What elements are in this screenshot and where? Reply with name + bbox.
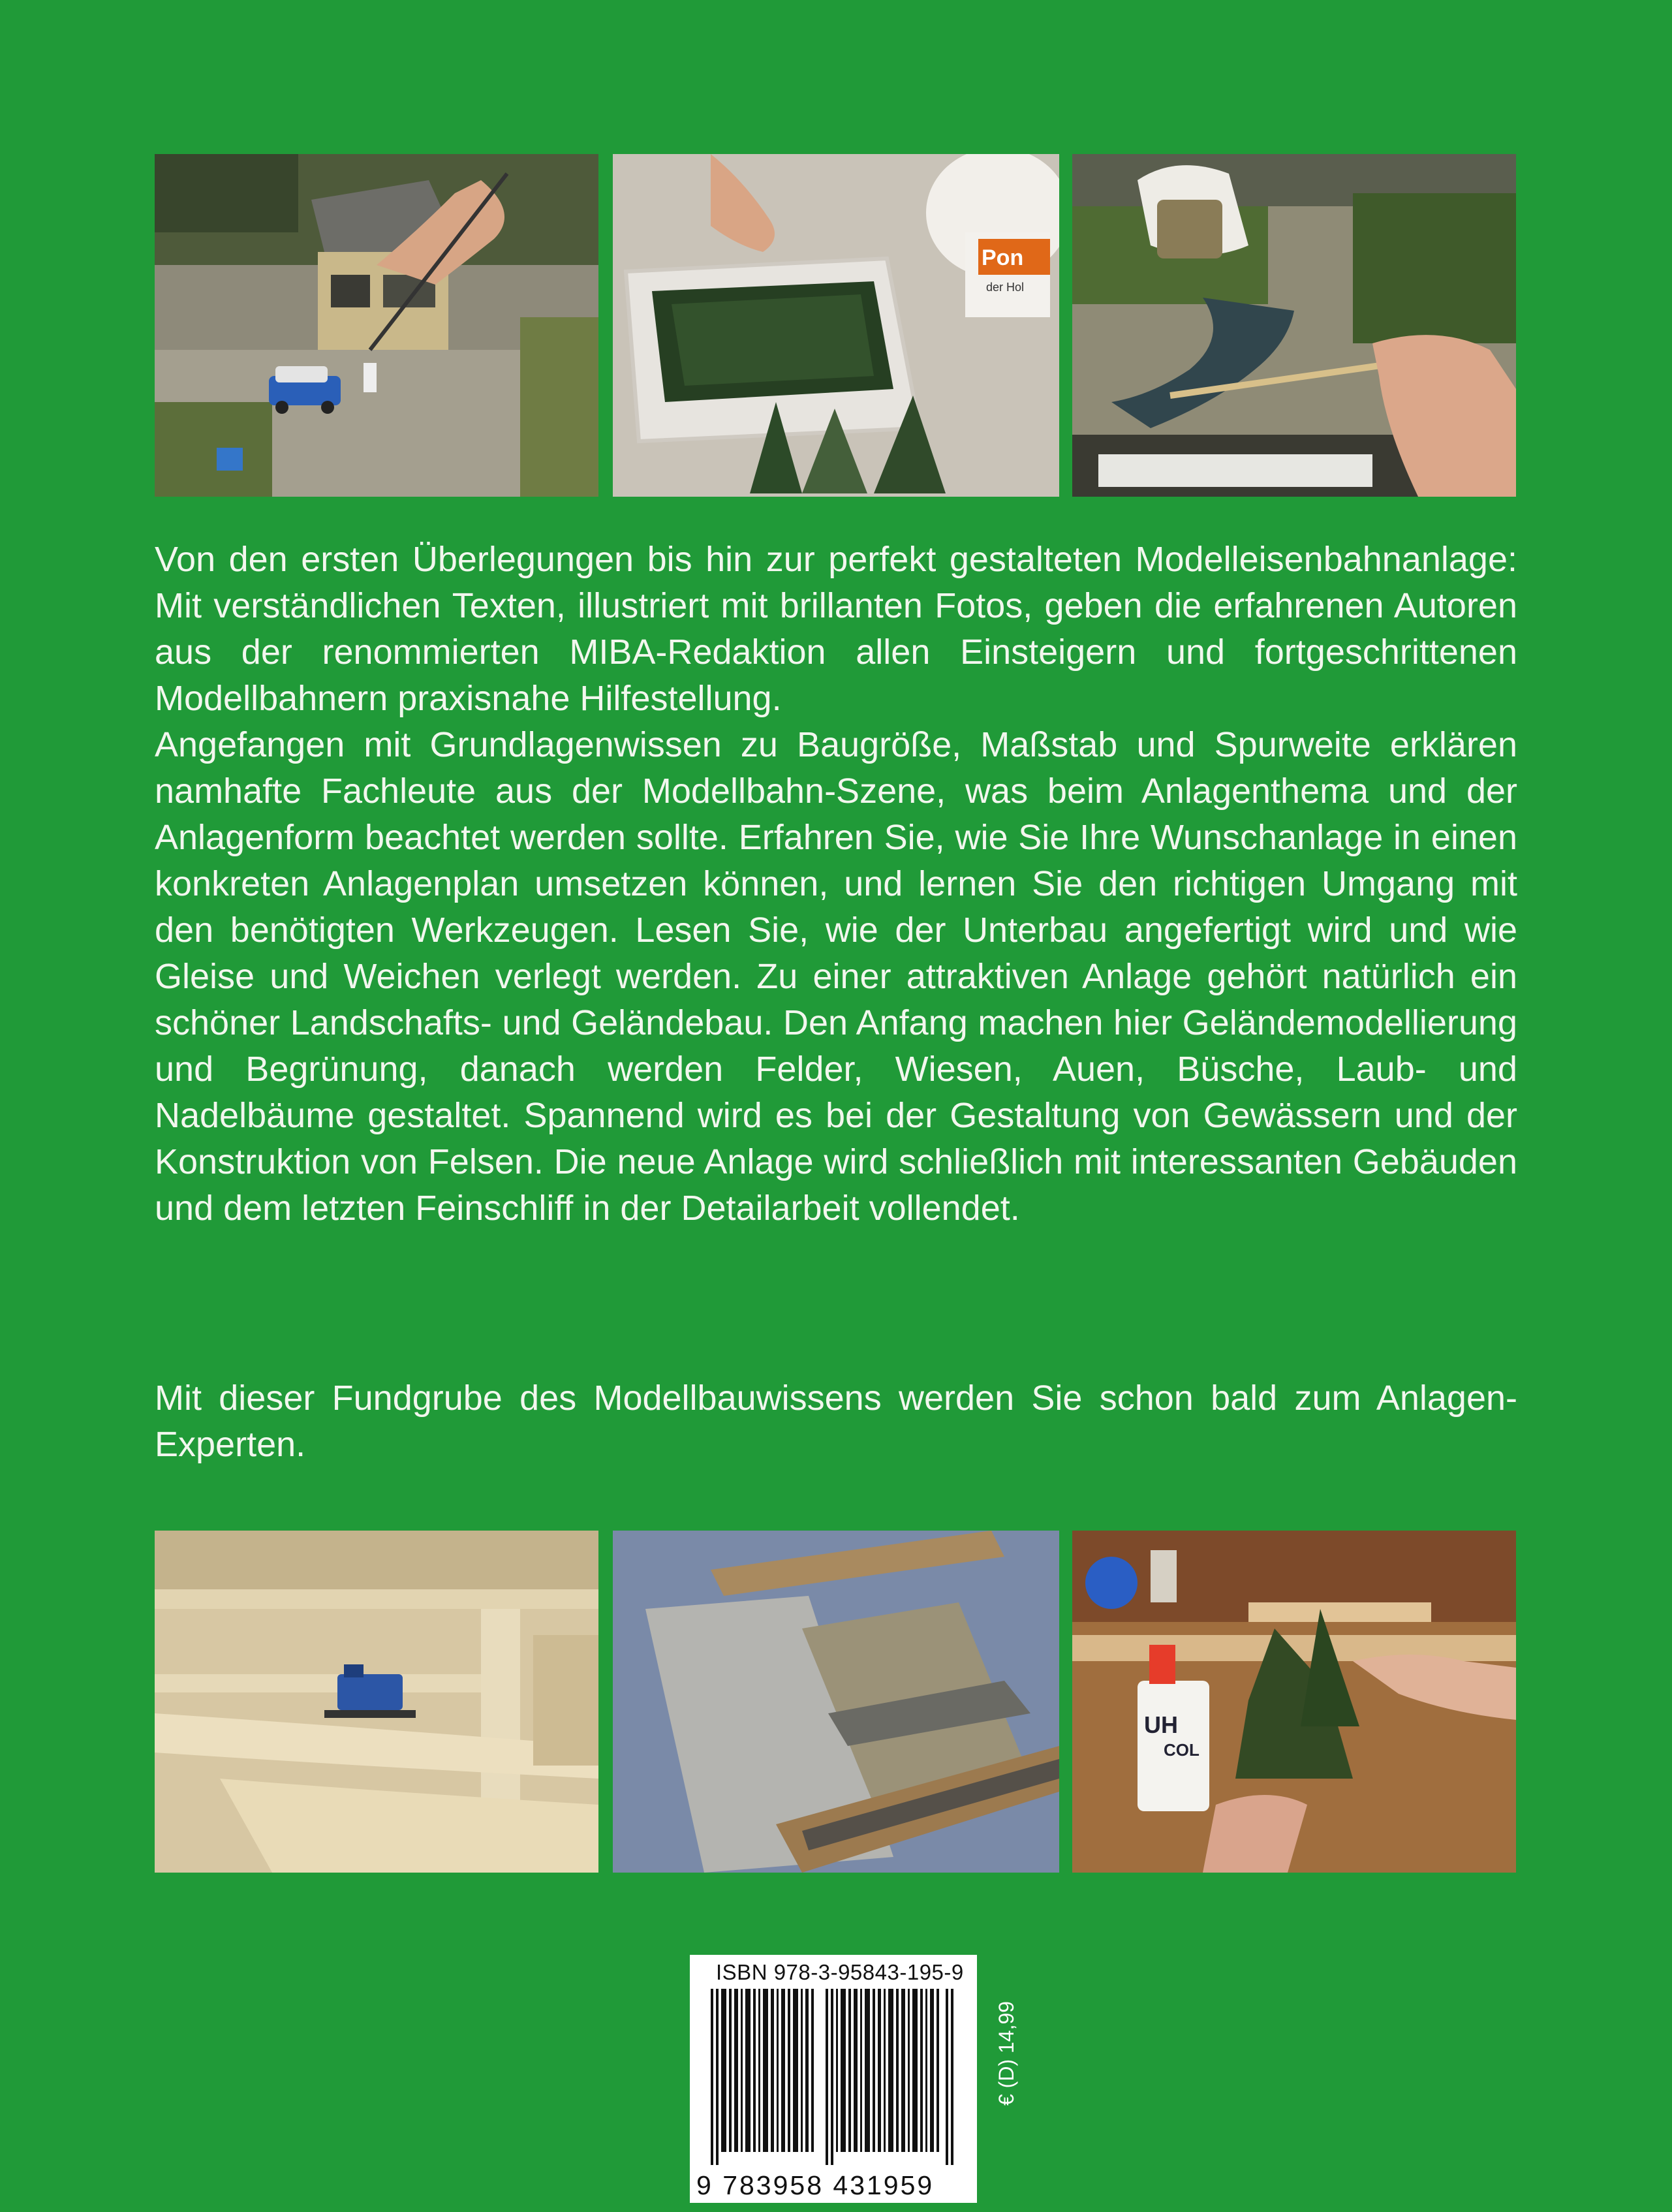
photo-track-cork — [613, 1531, 1059, 1873]
bottle-sublabel: COL — [1164, 1740, 1200, 1760]
isbn-barcode — [690, 1955, 977, 2203]
photo-water-modeling — [1072, 154, 1516, 497]
paragraph-intro: Von den ersten Überlegungen bis hin zur perfekt gestalteten Modelleisenbahnanlage: Mit verständlichen Texten, illustriert mit brillanten Fotos, geben die erfahrenen Autoren aus der renommierten MIBA-Redaktion allen Einsteigern und fortgeschrittenen Modellbahnern praxisnahe Hilfestellung. — [155, 540, 1517, 718]
price-label: € (D) 14,99 — [995, 2001, 1018, 2106]
photo-layout-base — [155, 1531, 598, 1873]
description-text — [155, 537, 1517, 1232]
glue-label: Pon — [982, 245, 1024, 270]
paragraph-main: Angefangen mit Grundlagenwissen zu Baugröße, Maßstab und Spurweite erklären namhafte Fachleute aus der Modellbahn-Szene, was beim Anlagenthema und der Anlagenform beachtet werden sollte. Erfahren Sie, wie Sie Ihre Wunschanlage in einen konkreten Anlagenplan umsetzen können, und lernen Sie den richtigen Umgang mit den benötigten Werkzeugen. Lesen Sie, wie der Unterbau angefertigt wird und wie Gleise und Weichen verlegt werden. Zu einer attraktiven Anlage gehört natürlich ein schöner Landschafts- und Geländebau. Den Anfang machen hier Geländemodellierung und Begrünung, danach werden Felder, Wiesen, Auen, Büsche, Laub- und Nadelbäume gestaltet. Spannend wird es bei der Gestaltung von Gewässern und der Konstruktion von Felsen. Die neue Anlage wird schließlich mit interessanten Gebäuden und dem letzten Feinschliff in der Detailarbeit vollendet. — [155, 725, 1517, 1228]
barcode-bars — [704, 1989, 965, 2165]
paragraph-closing: Mit dieser Fundgrube des Modellbauwissens werden Sie schon bald zum Anlagen-Experten. — [155, 1379, 1517, 1464]
isbn-number: ISBN 978-3-95843-195-9 — [716, 1960, 964, 1984]
barcode-digits: 9 783958 431959 — [696, 2170, 935, 2200]
closing-text — [155, 1375, 1517, 1468]
photo-gas-station-model — [155, 154, 598, 497]
bottle-label: UH — [1144, 1711, 1178, 1738]
photo-tree-making — [613, 154, 1059, 497]
photo-tree-glue — [1072, 1531, 1516, 1873]
glue-sublabel: der Hol — [986, 281, 1025, 294]
